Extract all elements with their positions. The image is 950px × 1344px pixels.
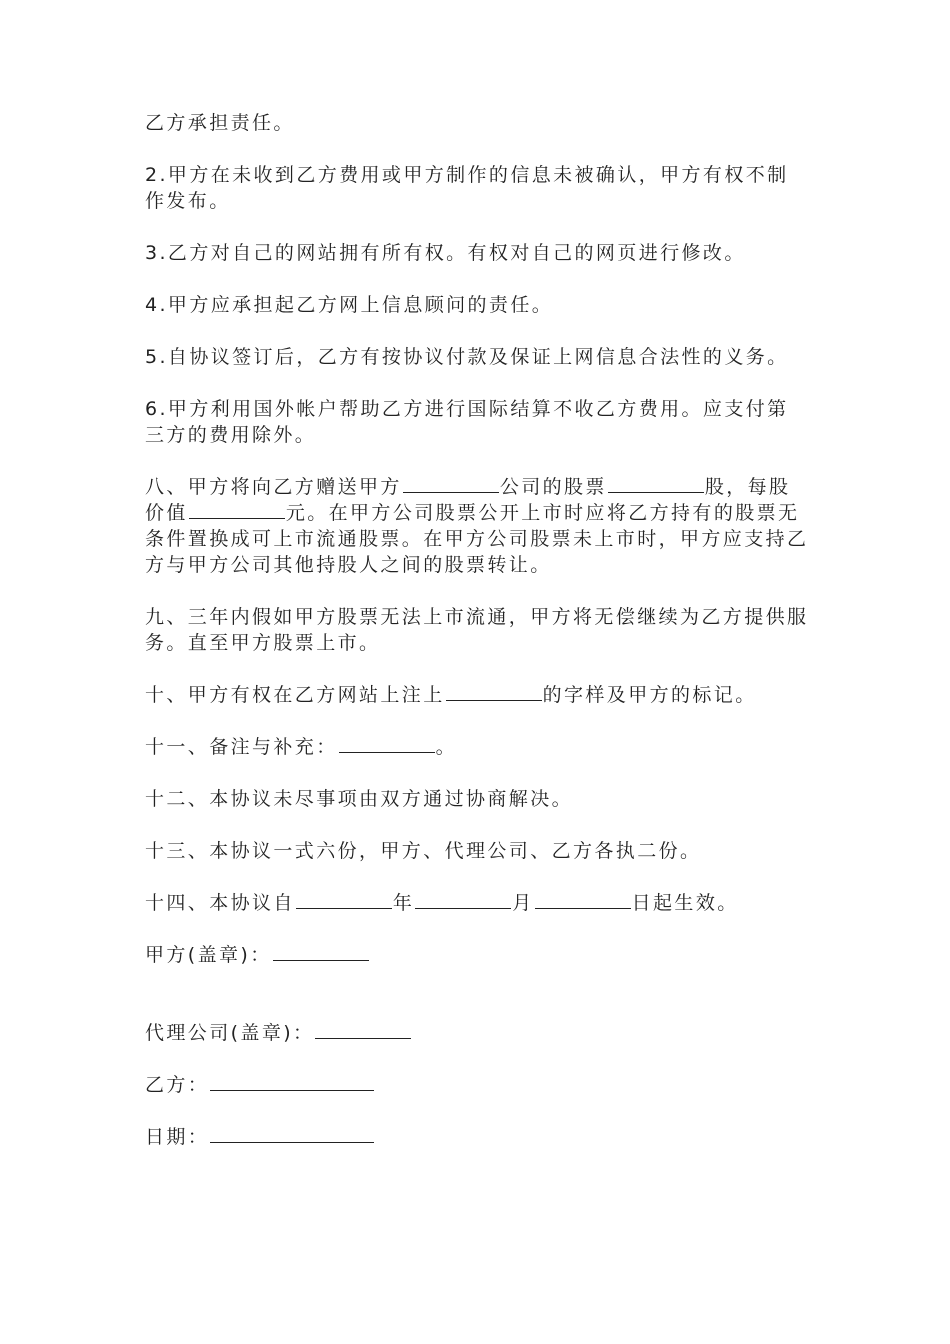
paragraph-article-12: 十二、本协议未尽事项由双方通过协商解决。 — [145, 788, 574, 810]
article-10-text-b: 的字样及甲方的标记。 — [542, 684, 757, 706]
paragraph-article-14 — [145, 890, 809, 916]
article-14-text-d: 日起生效。 — [631, 892, 739, 914]
paragraph-clause-5: 5.自协议签订后，乙方有按协议付款及保证上网信息合法性的义务。 — [145, 346, 789, 368]
party-b-signature-blank[interactable] — [210, 1072, 374, 1091]
paragraph-clause-3: 3.乙方对自己的网站拥有所有权。有权对自己的网页进行修改。 — [145, 242, 746, 264]
paragraph-article-13: 十三、本协议一式六份，甲方、代理公司、乙方各执二份。 — [145, 840, 702, 862]
signature-date — [145, 1124, 809, 1150]
effective-month-blank[interactable] — [415, 890, 511, 909]
party-b-label: 乙方： — [145, 1074, 210, 1096]
remarks-blank[interactable] — [339, 734, 435, 753]
paragraph-0: 乙方承担责任。 — [145, 112, 295, 134]
paragraph-clause-2: 2.甲方在未收到乙方费用或甲方制作的信息未被确认，甲方有权不制作发布。 — [145, 164, 789, 212]
article-10-text-a: 十、甲方有权在乙方网站上注上 — [145, 684, 445, 706]
article-14-text-c: 月 — [512, 892, 534, 914]
article-11-text-a: 十一、备注与补充： — [145, 736, 338, 758]
company-name-blank[interactable] — [403, 474, 499, 493]
article-11-text-b: 。 — [435, 736, 458, 758]
effective-year-blank[interactable] — [296, 890, 392, 909]
party-a-label: 甲方(盖章)： — [145, 944, 272, 966]
paragraph-article-11 — [145, 734, 809, 760]
share-value-blank[interactable] — [189, 500, 285, 519]
paragraph-article-9: 九、三年内假如甲方股票无法上市流通，甲方将无偿继续为乙方提供服务。直至甲方股票上市。 — [145, 606, 809, 654]
party-a-signature-blank[interactable] — [273, 942, 369, 961]
agency-label: 代理公司(盖章)： — [145, 1022, 315, 1044]
article-8-text-c: 股，每股价值 — [145, 476, 791, 524]
article-14-text-b: 年 — [392, 892, 415, 914]
article-8-text-b: 公司的股票 — [499, 476, 607, 498]
date-label: 日期： — [145, 1126, 210, 1148]
article-14-text-a: 十四、本协议自 — [145, 892, 295, 914]
article-8-text-a: 八、甲方将向乙方赠送甲方 — [145, 476, 402, 498]
agency-signature-blank[interactable] — [315, 1020, 411, 1039]
signature-party-a — [145, 942, 809, 968]
effective-day-blank[interactable] — [535, 890, 631, 909]
date-blank[interactable] — [210, 1124, 374, 1143]
document-page — [145, 110, 809, 1176]
signature-party-b — [145, 1072, 809, 1098]
signature-agency — [145, 1020, 809, 1046]
paragraph-clause-4: 4.甲方应承担起乙方网上信息顾问的责任。 — [145, 294, 554, 316]
paragraph-clause-6: 6.甲方利用国外帐户帮助乙方进行国际结算不收乙方费用。应支付第三方的费用除外。 — [145, 398, 789, 446]
paragraph-article-10 — [145, 682, 809, 708]
paragraph-article-8 — [145, 474, 809, 578]
mark-text-blank[interactable] — [446, 682, 542, 701]
article-8-text-d: 元。在甲方公司股票公开上市时应将乙方持有的股票无条件置换成可上市流通股票。在甲方公司股票未上市时，甲方应支持乙方与甲方公司其他持股人之间的股票转让。 — [145, 502, 809, 576]
share-count-blank[interactable] — [608, 474, 704, 493]
